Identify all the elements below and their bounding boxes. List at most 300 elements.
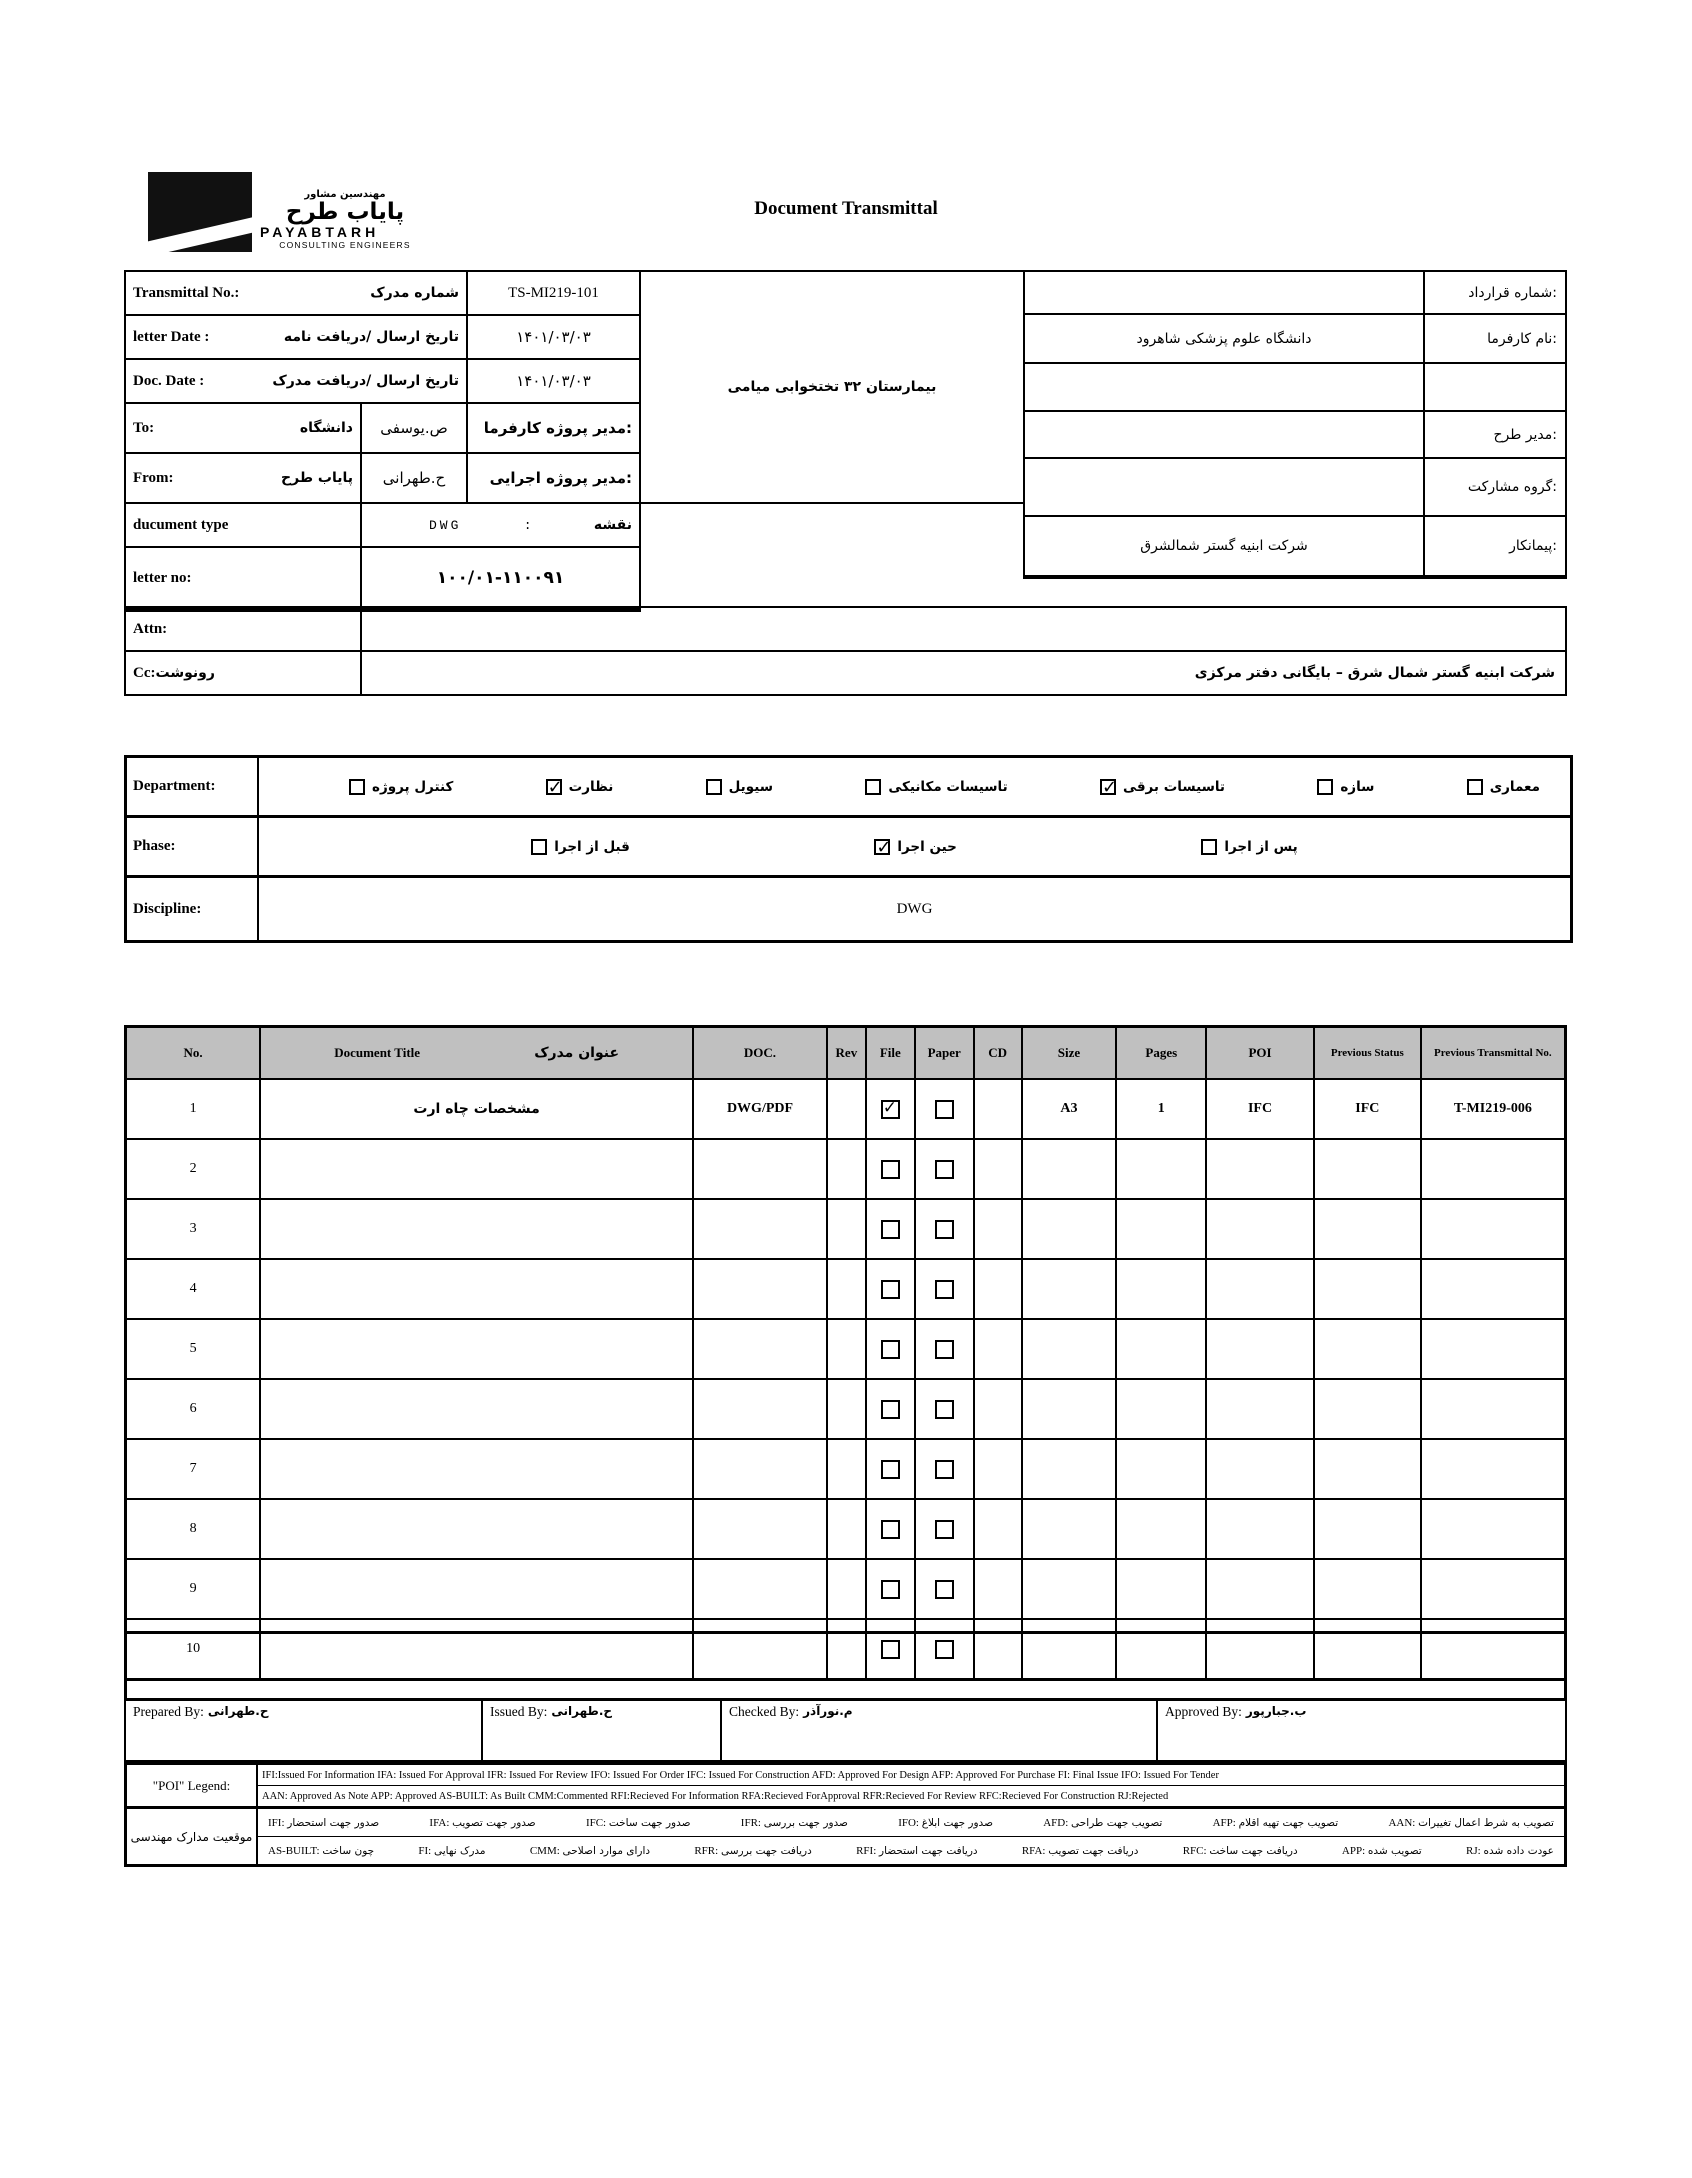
- poi: [1206, 1379, 1314, 1439]
- doc-type-label: ducument type: [133, 516, 229, 533]
- col-size: Size: [1022, 1027, 1117, 1080]
- unchecked-checkbox-icon[interactable]: [881, 1580, 900, 1599]
- discipline-value: DWG: [896, 900, 933, 917]
- legend-item-text: تصویب جهت طراحی: [1071, 1816, 1163, 1829]
- cd-checkbox-cell: [974, 1259, 1022, 1319]
- legend-item-text: مدرک نهایی: [433, 1844, 486, 1857]
- previous-status: [1314, 1439, 1421, 1499]
- transmittal-no-cell: [126, 272, 468, 316]
- row-number: 2: [126, 1139, 261, 1199]
- from-label: From:: [133, 469, 174, 486]
- legend-item-text: دریافت جهت تصویب: [1048, 1844, 1139, 1857]
- row-number: 4: [126, 1259, 261, 1319]
- rev: [827, 1259, 866, 1319]
- table-row: [126, 1559, 1566, 1619]
- doc-date-label-fa: تاریخ ارسال /دریافت مدرک: [272, 373, 459, 389]
- unchecked-checkbox-icon[interactable]: [706, 779, 722, 795]
- doc-format: [693, 1259, 827, 1319]
- size: [1022, 1439, 1117, 1499]
- pages: [1116, 1499, 1206, 1559]
- department-item-label: سیویل: [728, 778, 773, 795]
- previous-transmittal-no: [1421, 1379, 1566, 1439]
- prepared-by-cell: [126, 1700, 483, 1760]
- table-row: [126, 1079, 1566, 1139]
- contract-no-label: شماره قرارداد:: [1425, 272, 1565, 315]
- legend-item: [1183, 1845, 1298, 1857]
- previous-status: [1314, 1199, 1421, 1259]
- file-checkbox-cell: [866, 1319, 915, 1379]
- legend-item-code: RFI:: [856, 1844, 880, 1857]
- department-item: [865, 779, 1007, 795]
- file-checkbox-cell: [866, 1559, 915, 1619]
- table-row: [126, 1139, 1566, 1199]
- rev: [827, 1319, 866, 1379]
- checked-by-name: م.نورآذر: [803, 1704, 853, 1718]
- unchecked-checkbox-icon[interactable]: [881, 1220, 900, 1239]
- unchecked-checkbox-icon[interactable]: [935, 1340, 954, 1359]
- previous-status: [1314, 1259, 1421, 1319]
- file-checkbox-cell: [866, 1079, 915, 1139]
- paper-checkbox-cell: [915, 1199, 974, 1259]
- doc-format: [693, 1499, 827, 1559]
- cc-value: شرکت ابنیه گستر شمال شرق – بایگانی دفتر مرکزی: [1194, 665, 1555, 681]
- logo-tagline-fa: مهندسین مشاور: [304, 188, 386, 200]
- unchecked-checkbox-icon[interactable]: [881, 1160, 900, 1179]
- legend-item: [741, 1817, 848, 1829]
- col-pages: Pages: [1116, 1027, 1206, 1080]
- pages: [1116, 1199, 1206, 1259]
- document-title: [260, 1199, 693, 1259]
- checked-checkbox-icon[interactable]: [881, 1100, 900, 1119]
- rev: [827, 1379, 866, 1439]
- poi: [1206, 1199, 1314, 1259]
- paper-checkbox-cell: [915, 1499, 974, 1559]
- paper-checkbox-cell: [915, 1079, 974, 1139]
- department-item: [546, 779, 614, 795]
- file-checkbox-cell: [866, 1499, 915, 1559]
- previous-status: IFC: [1314, 1079, 1421, 1139]
- poi-legend-fa-line2: [258, 1837, 1564, 1864]
- department-row: [127, 758, 1570, 818]
- unchecked-checkbox-icon[interactable]: [935, 1220, 954, 1239]
- client-name-label: نام کارفرما:: [1425, 315, 1565, 364]
- prepared-by-name: ح.طهرانی: [207, 1704, 269, 1718]
- attn-row: [124, 606, 1567, 652]
- previous-transmittal-no: [1421, 1199, 1566, 1259]
- phase-row: [127, 818, 1570, 878]
- previous-transmittal-no: [1421, 1439, 1566, 1499]
- unchecked-checkbox-icon[interactable]: [881, 1340, 900, 1359]
- letter-no-label-cell: [126, 548, 362, 610]
- legend-item-text: صدور جهت بررسی: [763, 1816, 848, 1829]
- row-number: 8: [126, 1499, 261, 1559]
- paper-checkbox-cell: [915, 1379, 974, 1439]
- file-checkbox-cell: [866, 1199, 915, 1259]
- legend-item-text: دریافت جهت استحضار: [879, 1844, 978, 1857]
- unchecked-checkbox-icon[interactable]: [935, 1580, 954, 1599]
- phase-checkboxes: [259, 818, 1570, 875]
- legend-item-code: AFP:: [1212, 1816, 1239, 1829]
- poi: IFC: [1206, 1079, 1314, 1139]
- department-item: [1317, 779, 1374, 795]
- department-item: [1467, 779, 1540, 795]
- phase-label: Phase:: [127, 818, 259, 875]
- letter-date-label-fa: تاریخ ارسال /دریافت نامه: [283, 329, 459, 345]
- jv-group-value: [1025, 459, 1425, 517]
- legend-item: [1342, 1845, 1422, 1857]
- from-cell: [126, 454, 362, 504]
- size: A3: [1022, 1079, 1117, 1139]
- table-row: [126, 1319, 1566, 1379]
- logo-name-fa: پایاب طرح: [285, 198, 405, 225]
- checked-by-label: Checked By:: [729, 1704, 800, 1719]
- letter-date-label-en: letter Date :: [133, 328, 210, 345]
- from-source: پایاب طرح: [281, 470, 353, 486]
- col-title: [260, 1027, 693, 1080]
- pages: [1116, 1139, 1206, 1199]
- legend-item-code: IFC:: [585, 1816, 609, 1829]
- legend-item-text: صدور جهت استحضار: [287, 1816, 380, 1829]
- approved-by-cell: [1158, 1700, 1565, 1760]
- cd-checkbox-cell: [974, 1499, 1022, 1559]
- empty-value: [1025, 364, 1425, 412]
- logo-subtitle-en: CONSULTING ENGINEERS: [279, 240, 411, 250]
- to-destination: دانشگاه: [299, 420, 353, 436]
- cd-checkbox-cell: [974, 1079, 1022, 1139]
- legend-item-code: APP:: [1341, 1844, 1368, 1857]
- doc-format: [693, 1319, 827, 1379]
- department-item: [1100, 779, 1225, 795]
- to-cell: [126, 404, 362, 454]
- col-title-en: Document Title: [334, 1045, 421, 1060]
- paper-checkbox-cell: [915, 1319, 974, 1379]
- unchecked-checkbox-icon[interactable]: [935, 1280, 954, 1299]
- unchecked-checkbox-icon[interactable]: [881, 1280, 900, 1299]
- phase-item: [1201, 839, 1297, 855]
- legend-item-text: دارای موارد اصلاحی: [562, 1844, 651, 1857]
- legend-item: [418, 1845, 485, 1857]
- unchecked-checkbox-icon[interactable]: [935, 1460, 954, 1479]
- pages: [1116, 1559, 1206, 1619]
- issued-by-label: Issued By:: [490, 1704, 548, 1719]
- document-title: [260, 1499, 693, 1559]
- row-number: 9: [126, 1559, 261, 1619]
- rev: [827, 1079, 866, 1139]
- legend-item: [268, 1845, 374, 1857]
- document-title: [260, 1559, 693, 1619]
- col-doc: DOC.: [693, 1027, 827, 1080]
- rev: [827, 1559, 866, 1619]
- discipline-label: Discipline:: [127, 878, 259, 940]
- previous-status: [1314, 1379, 1421, 1439]
- doc-type-value-cell: [362, 504, 639, 548]
- doc-date-value: ۱۴۰۱/۰۳/۰۳: [468, 360, 639, 404]
- legend-item: [429, 1817, 535, 1829]
- table-row: [126, 1199, 1566, 1259]
- legend-item: [586, 1817, 691, 1829]
- legend-item-code: IFA:: [429, 1816, 453, 1829]
- legend-item: [1213, 1817, 1339, 1829]
- department-item: [706, 779, 773, 795]
- legend-item-code: RJ:: [1466, 1844, 1484, 1857]
- legend-item-code: CMM:: [529, 1844, 563, 1857]
- legend-item-text: دریافت جهت ساخت: [1209, 1844, 1298, 1857]
- transmittal-no-value: TS-MI219-101: [468, 272, 639, 316]
- size: [1022, 1499, 1117, 1559]
- document-title: [260, 1139, 693, 1199]
- logo-name-en: PAYABTARH: [260, 224, 380, 240]
- col-rev: Rev: [827, 1027, 866, 1080]
- table-row: [126, 1259, 1566, 1319]
- phase-item-label: پس از اجرا: [1224, 838, 1298, 855]
- legend-item-code: AAN:: [1388, 1816, 1419, 1829]
- contract-no-value: [1025, 272, 1425, 315]
- doc-type-label-cell: [126, 504, 362, 548]
- col-poi: POI: [1206, 1027, 1314, 1080]
- previous-transmittal-no: T-MI219-006: [1421, 1079, 1566, 1139]
- pages: [1116, 1319, 1206, 1379]
- cc-label-fa: رونوشت: [155, 665, 215, 681]
- table-header-row: [126, 1027, 1566, 1080]
- client-pm-name: ص.یوسفی: [362, 404, 468, 454]
- cc-row: [124, 650, 1567, 696]
- department-checkboxes: [259, 758, 1570, 815]
- pages: [1116, 1439, 1206, 1499]
- doc-format: [693, 1379, 827, 1439]
- department-item-label: کنترل پروژه: [372, 778, 454, 795]
- department-label: Department:: [127, 758, 259, 815]
- legend-item: [1022, 1845, 1139, 1857]
- pages: [1116, 1259, 1206, 1319]
- exec-pm-label: مدیر پروژه اجرایی:: [468, 454, 639, 504]
- col-prev-transmittal: Previous Transmittal No.: [1421, 1027, 1566, 1080]
- size: [1022, 1559, 1117, 1619]
- letter-date-value: ۱۴۰۱/۰۳/۰۳: [468, 316, 639, 360]
- doc-type-value: DWG: [429, 517, 462, 533]
- exec-pm-name: ح.طهرانی: [362, 454, 468, 504]
- legend-item: [694, 1845, 811, 1857]
- department-item-label: تاسیسات برقی: [1123, 778, 1225, 795]
- doc-format: [693, 1439, 827, 1499]
- checked-checkbox-icon[interactable]: [546, 779, 562, 795]
- legend-item: [856, 1845, 978, 1857]
- col-no: No.: [126, 1027, 261, 1080]
- to-label: To:: [133, 419, 155, 436]
- legend-item-code: IFR:: [740, 1816, 764, 1829]
- transmittal-no-label-fa: شماره مدرک: [370, 285, 459, 301]
- project-name-cell: [639, 270, 1025, 504]
- cd-checkbox-cell: [974, 1139, 1022, 1199]
- previous-status: [1314, 1559, 1421, 1619]
- legend-item-code: FI:: [418, 1844, 434, 1857]
- rev: [827, 1499, 866, 1559]
- legend-item: [1466, 1845, 1554, 1857]
- unchecked-checkbox-icon[interactable]: [1467, 779, 1483, 795]
- col-paper: Paper: [915, 1027, 974, 1080]
- client-name-value: دانشگاه علوم پزشکی شاهرود: [1025, 315, 1425, 364]
- paper-checkbox-cell: [915, 1439, 974, 1499]
- doc-format: DWG/PDF: [693, 1079, 827, 1139]
- signature-row: [124, 1698, 1567, 1762]
- unchecked-checkbox-icon[interactable]: [881, 1400, 900, 1419]
- poi-legend-label: "POI" Legend:: [127, 1765, 258, 1806]
- checked-checkbox-icon[interactable]: [1100, 779, 1116, 795]
- department-item-label: تاسیسات مکانیکی: [888, 778, 1008, 795]
- issued-by-name: ح.طهرانی: [551, 1704, 613, 1718]
- row-number: 10: [126, 1619, 261, 1680]
- unchecked-checkbox-icon[interactable]: [1201, 839, 1217, 855]
- legend-item-code: AFD:: [1043, 1816, 1072, 1829]
- unchecked-checkbox-icon[interactable]: [349, 779, 365, 795]
- file-checkbox-cell: [866, 1259, 915, 1319]
- unchecked-checkbox-icon[interactable]: [531, 839, 547, 855]
- poi-legend-en-line1: IFI:Issued For Information IFA: Issued For Approval IFR: Issued For Review IFO: Issued For Order IFC: Issued For Construction AFD: Approved For Design AFP: Approved For Purchase FI: Final Issue IFO: Issued For Tender: [258, 1765, 1564, 1786]
- department-item-label: معماری: [1489, 778, 1540, 795]
- department-item-label: سازه: [1340, 778, 1375, 795]
- paper-checkbox-cell: [915, 1259, 974, 1319]
- checked-by-cell: [722, 1700, 1158, 1760]
- legend-item-text: تصویب جهت تهیه اقلام: [1238, 1816, 1339, 1829]
- cd-checkbox-cell: [974, 1439, 1022, 1499]
- cd-checkbox-cell: [974, 1199, 1022, 1259]
- row-number: 3: [126, 1199, 261, 1259]
- unchecked-checkbox-icon[interactable]: [881, 1460, 900, 1479]
- table-row: [126, 1499, 1566, 1559]
- poi-legend-fa-label: موقعیت مدارک مهندسی: [127, 1809, 258, 1864]
- legend-item-text: صدور جهت ابلاغ: [921, 1816, 993, 1829]
- legend-item-text: صدور جهت تصویب: [452, 1816, 536, 1829]
- page-title: Document Transmittal: [754, 198, 938, 219]
- poi-legend-en-section: [127, 1765, 1564, 1809]
- legend-item: [530, 1845, 650, 1857]
- table-footer-empty-box: [124, 1631, 1567, 1701]
- poi-legend-fa-line1: [258, 1809, 1564, 1837]
- prepared-by-label: Prepared By:: [133, 1704, 204, 1719]
- legend-item: [1388, 1817, 1554, 1829]
- cc-label: Cc:: [133, 664, 156, 681]
- row-number: 5: [126, 1319, 261, 1379]
- rev: [827, 1139, 866, 1199]
- approved-by-name: ب.جبارپور: [1245, 1704, 1307, 1718]
- legend-item-code: RFR:: [694, 1844, 721, 1857]
- department-item-label: نظارت: [568, 778, 614, 795]
- table-row: [126, 1379, 1566, 1439]
- letter-no-value: ۱۰۰/۰۱-۱۱۰۰۹۱: [362, 548, 639, 610]
- previous-status: [1314, 1319, 1421, 1379]
- empty-label: [1425, 364, 1565, 412]
- previous-transmittal-no: [1421, 1499, 1566, 1559]
- legend-item-text: صدور جهت ساخت: [608, 1816, 691, 1829]
- cd-checkbox-cell: [974, 1379, 1022, 1439]
- size: [1022, 1259, 1117, 1319]
- document-title: [260, 1379, 693, 1439]
- letter-date-cell: [126, 316, 468, 360]
- pages: 1: [1116, 1079, 1206, 1139]
- document-table: [124, 1025, 1567, 1681]
- unchecked-checkbox-icon[interactable]: [935, 1400, 954, 1419]
- row-number: 7: [126, 1439, 261, 1499]
- poi: [1206, 1559, 1314, 1619]
- checked-checkbox-icon[interactable]: [874, 839, 890, 855]
- document-title: [260, 1439, 693, 1499]
- legend-item-text: چون ساخت: [322, 1844, 375, 1857]
- unchecked-checkbox-icon[interactable]: [1317, 779, 1333, 795]
- doc-type-value-fa: نقشه: [593, 517, 632, 533]
- legend-item: [898, 1817, 993, 1829]
- unchecked-checkbox-icon[interactable]: [935, 1160, 954, 1179]
- contractor-value: شرکت ابنیه گستر شمالشرق: [1025, 517, 1425, 577]
- previous-status: [1314, 1499, 1421, 1559]
- legend-item-code: IFO:: [898, 1816, 922, 1829]
- transmittal-no-label-en: Transmittal No.:: [133, 284, 240, 301]
- legend-item-code: AS-BUILT:: [268, 1844, 323, 1857]
- rev: [827, 1439, 866, 1499]
- table-row: [126, 1439, 1566, 1499]
- legend-item-text: تصویب به شرط اعمال تغییرات: [1418, 1816, 1554, 1829]
- phase-item: [874, 839, 956, 855]
- jv-group-label: گروه مشارکت:: [1425, 459, 1565, 517]
- contractor-label: پیمانکار:: [1425, 517, 1565, 577]
- legend-item-code: RFA:: [1021, 1844, 1049, 1857]
- unchecked-checkbox-icon[interactable]: [935, 1520, 954, 1539]
- design-manager-label: مدیر طرح:: [1425, 412, 1565, 459]
- cd-checkbox-cell: [974, 1559, 1022, 1619]
- classification-table: [124, 755, 1573, 943]
- header-left-grid: [124, 270, 641, 612]
- paper-checkbox-cell: [915, 1139, 974, 1199]
- previous-status: [1314, 1139, 1421, 1199]
- previous-transmittal-no: [1421, 1259, 1566, 1319]
- poi-legend-en-line2: AAN: Approved As Note APP: Approved AS-BUILT: As Built CMM:Commented RFI:Recieved For Information RFA:Recieved ForApproval RFR:Recieved For Review RFC:Recieved For Construction RJ:Rejected: [262, 1790, 1169, 1802]
- poi-legend: [124, 1762, 1567, 1867]
- previous-transmittal-no: [1421, 1319, 1566, 1379]
- letter-no-label: letter no:: [133, 569, 192, 586]
- col-title-fa: عنوان مدرک: [534, 1045, 620, 1061]
- phase-item-label: قبل از اجرا: [554, 838, 630, 855]
- file-checkbox-cell: [866, 1439, 915, 1499]
- poi: [1206, 1439, 1314, 1499]
- unchecked-checkbox-icon[interactable]: [935, 1100, 954, 1119]
- unchecked-checkbox-icon[interactable]: [865, 779, 881, 795]
- document-title: مشخصات چاه ارت: [260, 1079, 693, 1139]
- poi: [1206, 1319, 1314, 1379]
- doc-format: [693, 1199, 827, 1259]
- doc-date-label-en: Doc. Date :: [133, 372, 205, 389]
- doc-format: [693, 1139, 827, 1199]
- cd-checkbox-cell: [974, 1319, 1022, 1379]
- poi: [1206, 1259, 1314, 1319]
- col-cd: CD: [974, 1027, 1022, 1080]
- previous-transmittal-no: [1421, 1559, 1566, 1619]
- legend-item-text: دریافت جهت بررسی: [720, 1844, 812, 1857]
- legend-item: [268, 1817, 379, 1829]
- attn-value: [362, 608, 1565, 650]
- legend-item: [1043, 1817, 1162, 1829]
- legend-item-text: تصویب شده: [1367, 1844, 1422, 1857]
- client-pm-label: مدیر پروژه کارفرما:: [468, 404, 639, 454]
- doc-format: [693, 1559, 827, 1619]
- legend-item-text: عودت داده شده: [1483, 1844, 1554, 1857]
- unchecked-checkbox-icon[interactable]: [881, 1520, 900, 1539]
- issued-by-cell: [483, 1700, 722, 1760]
- size: [1022, 1319, 1117, 1379]
- rev: [827, 1199, 866, 1259]
- header-right-grid: [1023, 270, 1567, 579]
- legend-item-code: RFC:: [1182, 1844, 1210, 1857]
- size: [1022, 1199, 1117, 1259]
- design-manager-value: [1025, 412, 1425, 459]
- department-item: [349, 779, 453, 795]
